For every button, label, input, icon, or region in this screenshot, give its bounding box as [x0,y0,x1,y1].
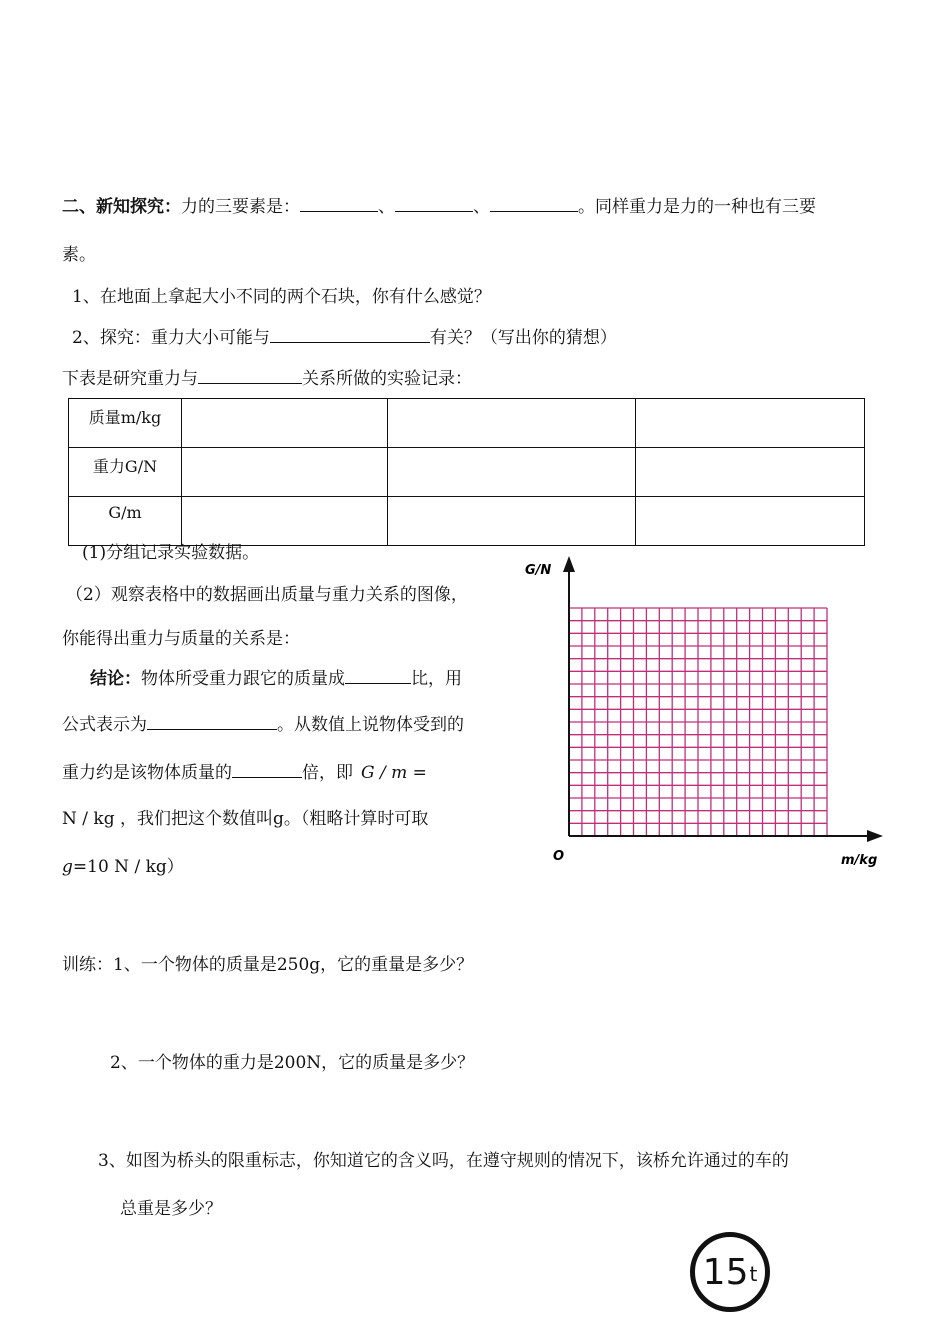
exercise-3-cont: 总重是多少？ [120,1199,222,1219]
conclusion-line-3 [62,758,427,783]
answer-blank [300,195,378,212]
answer-blank [198,367,302,384]
experiment-table [68,398,865,546]
separator: 、 [473,197,490,217]
table-intro-text: 下表是研究重力与 [62,369,198,389]
question-2-tail: 有关？（写出你的猜想） [429,328,617,348]
answer-blank [232,761,302,778]
question-2-text: 2、探究：重力大小可能与 [72,328,270,348]
section-line-1 [62,192,816,217]
table-intro-tail: 关系所做的实验记录： [302,369,472,389]
conclusion-text: 。从数值上说物体受到的 [277,715,464,735]
step-2-cont: 你能得出重力与质量的关系是： [62,629,300,649]
y-axis-arrow [563,556,575,572]
conclusion-text: 倍，即 [302,763,353,783]
row-header: G/m [69,497,182,546]
answer-blank [490,195,578,212]
table-row [69,399,865,448]
section-heading: 二、新知探究： [62,197,181,217]
question-1: 1、在地面上拿起大小不同的两个石块，你有什么感觉？ [72,287,491,307]
y-axis-label: G/N [525,563,552,578]
origin-label: O [553,849,565,864]
exercise-1: 训练：1、一个物体的质量是250g，它的重量是多少？ [62,955,474,975]
answer-blank [147,713,277,730]
x-axis-label: m/kg [841,853,878,868]
weight-limit-sign [690,1232,770,1312]
conclusion-label: 结论： [90,669,141,689]
table-cell [388,399,636,448]
conclusion-line-1 [90,664,462,689]
answer-blank [395,195,473,212]
conclusion-text: 公式表示为 [62,715,147,735]
table-cell [636,399,865,448]
row-header: 质量m/kg [69,399,182,448]
table-cell [388,497,636,546]
x-axis-arrow [867,830,883,842]
conclusion-text: 物体所受重力跟它的质量成 [141,669,345,689]
table-cell [636,497,865,546]
conclusion-line-4: N / kg ，我们把这个数值叫g。（粗略计算时可取 [62,809,429,829]
table-cell [636,448,865,497]
elements-prompt: 力的三要素是： [181,197,300,217]
table-cell [182,399,388,448]
conclusion-line-5 [62,852,184,877]
exercise-3: 3、如图为桥头的限重标志，你知道它的含义吗，在遵守规则的情况下，该桥允许通过的车的 [98,1151,789,1171]
separator: 、 [378,197,395,217]
table-cell [388,448,636,497]
answer-blank [270,326,430,343]
graph-grid [569,608,827,836]
table-row [69,448,865,497]
conclusion-text: =10 N / kg） [72,857,184,877]
elements-tail: 。同样重力是力的一种也有三要 [578,197,816,217]
sign-value: 15 [702,1251,749,1293]
exercise-2: 2、一个物体的重力是200N，它的质量是多少？ [110,1053,475,1073]
conclusion-line-2 [62,710,464,735]
step-1: (1)分组记录实验数据。 [82,543,260,563]
mass-weight-graph [519,546,902,876]
row-header: 重力G/N [69,448,182,497]
step-2: （2）观察表格中的数据画出质量与重力关系的图像， [66,585,468,605]
conclusion-text: 比，用 [411,669,462,689]
g-symbol: g [62,857,73,877]
table-intro [62,364,472,389]
ratio-formula: G / m = [361,763,427,783]
sign-unit: t [749,1262,758,1286]
question-2 [72,323,617,348]
section-line-2: 素。 [62,245,96,265]
conclusion-text: 重力约是该物体质量的 [62,763,232,783]
answer-blank [345,667,411,684]
table-cell [182,448,388,497]
